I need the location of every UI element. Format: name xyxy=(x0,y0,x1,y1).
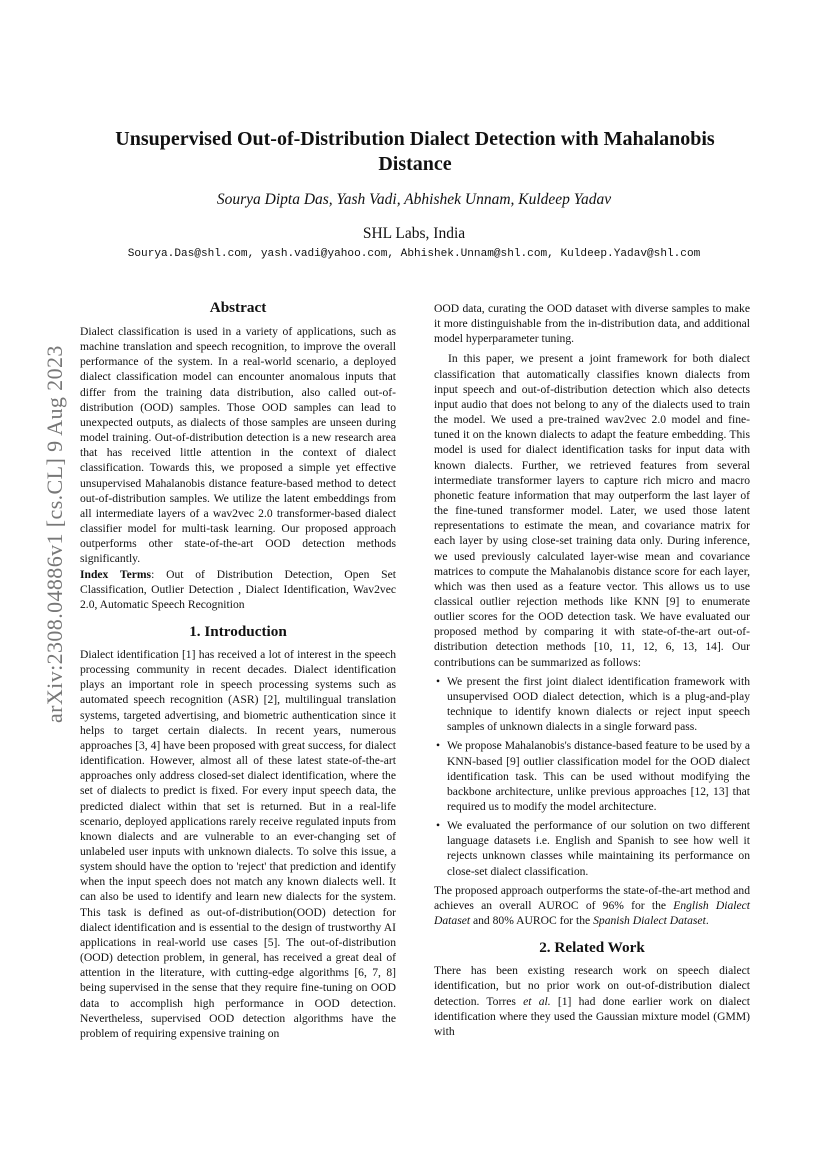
para3-text-b: and 80% AUROC for the xyxy=(470,914,594,928)
index-terms xyxy=(80,567,396,612)
paper-title: Unsupervised Out-of-Distribution Dialect Detection with Mahalanobis Distance xyxy=(115,128,715,175)
introduction-text: Dialect identification [1] has received a lot of interest in the speech processing community in recent decades. Dialect identification plays an important role in speech processing systems such as automated speech recognition (ASR) [2], multilingual translation systems, targeted advertising, and biometric authentication since it helps to target certain dialects. In recent years, numerous approaches [3, 4] have been proposed with great success, for dialect identification. However, almost all of these latest state-of-the-art approaches only address closed-set dialect identification, where the set of dialects to predict is fixed. For every input speech data, the predicted dialect within that set is returned. But in a real-life scenario, deployed applications rarely receive regulated inputs from known dialects and are vulnerable to an ever-changing set of unlabeled user inputs with unknown dialects. To solve this issue, a system should have the option to 'reject' that prediction and identify when the input speech does not match any known dialects well. It can also be used to identify and learn new dialects for the system. This task is defined as out-of-distribution(OOD) detection for dialect identification and is essential to the design of trustworthy AI applications in real-world use cases [5]. The out-of-distribution (OOD) detection problem, in general, has received a great deal of attention in the literature, with cutting-edge algorithms [6, 7, 8] being supervised in the sense that they require fine-tuning on OOD data to accomplish high performance in OOD detection. Nevertheless, supervised OOD detection algorithms have the problem of requiring expensive training on xyxy=(80,647,396,1040)
related-work-text xyxy=(434,963,750,1039)
contribution-item: • We propose Mahalanobis's distance-based feature to be used by a KNN-based [9] outlier classification model for the OOD dialect identification task. This can be used without modifying the backbone architecture, unlike previous approaches [12, 13] that required us to modify the model architecture. xyxy=(434,738,750,814)
abstract-text: Dialect classification is used in a variety of applications, such as machine translation and speech recognition, to improve the overall performance of the system. In a real-world scenario, a deployed dialect classification model can encounter anomalous inputs that differ from the training data distribution, also called out-of-distribution (OOD) samples. Those OOD samples can lead to unexpected outputs, as dialects of those samples are unseen during model training. Out-of-distribution detection is a new research area that has received little attention in the context of dialect classification. Towards this, we proposed a simple yet effective unsupervised Mahalanobis distance feature-based method to detect out-of-distribution samples. We utilize the latent embeddings from all intermediate layers of a wav2vec 2.0 transformer-based dialect classifier model for multi-task learning. Our proposed approach outperforms other state-of-the-art OOD detection methods significantly. xyxy=(80,325,396,566)
related-work-heading: 2. Related Work xyxy=(539,939,645,957)
contribution-item: • We evaluated the performance of our solution on two different language datasets i.e. English and Spanish to see how well it rejects unknown classes while maintaining its performance on close-set dialect classification. xyxy=(434,818,750,879)
right-column xyxy=(434,301,750,1039)
intro-paragraph-2: In this paper, we present a joint framework for both dialect classification that automatically classifies known dialects from input speech and out-of-distribution detection which also detects input audio that does not belong to any of the dialects used to train the model. We used a pre-trained wav2vec 2.0 model and fine-tuned it on the known dialects to adapt the feature embedding. This model is used for dialect identification tasks for input data with known dialects. Further, we retrieved features from several intermediate transformer layers to capture rich micro and macro phonetic feature information that may outperform the last layer of the fine-tuned transformer model. Later, we used those latent representations to estimate the mean, and covariance matrix for each layer by using close-set training data only. During inference, we used previously calculated layer-wise mean and covariance matrices to compute the Mahalanobis distance score for each layer, which was then used as a feature vector. This allows us to use classical outlier rejection methods like KNN [9] to enumerate outlier scores for the OOD detection task. We have evaluated our proposed method by comparing it with state-of-the-art out-of-distribution detection methods [10, 11, 12, 6, 13, 14]. Our contributions can be summarized as follows: xyxy=(434,352,750,669)
spanish-dataset-name: Spanish Dialect Dataset xyxy=(593,914,706,928)
left-column xyxy=(80,298,396,1041)
related-text-a: There has been existing research work on speech dialect identification, but no prior work on out-of-distribution dialect detection. Torres xyxy=(434,964,750,1008)
introduction-heading: 1. Introduction xyxy=(189,622,287,640)
para3-text-a: The proposed approach outperforms the state-of-the-art method and achieves an overall AUROC of 96% for the xyxy=(434,883,750,912)
author-emails: Sourya.Das@shl.com, yash.vadi@yahoo.com, Abhishek.Unnam@shl.com, Kuldeep.Yadav@shl.com xyxy=(127,248,701,260)
index-terms-label: Index Terms xyxy=(80,567,152,581)
arxiv-stamp: arXiv:2308.04886v1 [cs.CL] 9 Aug 2023 xyxy=(42,345,67,723)
related-text-b: [1] had done earlier work on dialect identification where they used the Gaussian mixture model (GMM) with xyxy=(434,994,750,1038)
et-al: et al. xyxy=(523,994,551,1008)
contribution-list xyxy=(434,674,750,879)
intro-continuation: OOD data, curating the OOD dataset with diverse samples to make it more distinguishable from the in-distribution data, and additional model hyperparameter tuning. xyxy=(434,302,750,346)
para3-text-c: . xyxy=(705,914,709,928)
contribution-item: • We present the first joint dialect identification framework with unsupervised OOD dialect detection, which is a plug-and-play technique to identify known dialects or reject input speech samples of unknown dialects in a single forward pass. xyxy=(434,674,750,735)
abstract-heading: Abstract xyxy=(209,299,267,316)
index-terms-text: : Out of Distribution Detection, Open Set Classification, Outlier Detection , Dialect Identification, Wav2vec 2.0, Automatic Speech Recognition xyxy=(80,567,396,611)
english-dataset-name: English Dialect Dataset xyxy=(434,898,751,928)
intro-paragraph-3 xyxy=(434,883,750,928)
author-list: Sourya Dipta Das, Yash Vadi, Abhishek Unnam, Kuldeep Yadav xyxy=(216,191,612,208)
affiliation: SHL Labs, India xyxy=(362,225,466,242)
